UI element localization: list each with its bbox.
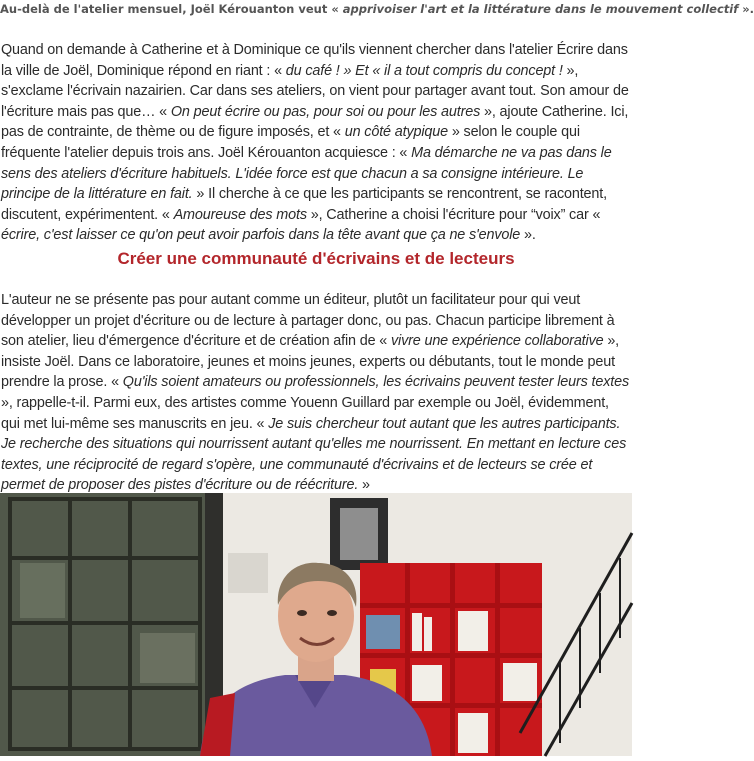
text-run: ». [520,227,536,244]
text-run: Ma démarche ne va pas dans le sens des ateliers d'écriture habituels. L'idée force est que chacun a sa consigne intérieure. Le principe de la littérature en fait. [1,144,612,203]
text-run: du café ! » Et « il a tout compris du concept ! [285,62,563,79]
caption-suffix: ». [738,2,754,16]
text-run: Quand on demande à Catherine et à Dominique ce qu'ils viennent chercher dans l'atelier Écrire dans la ville de Joël, Dominique répond en riant : « [1,42,628,79]
text-run: On peut écrire ou pas, pour soi ou pour les autres [170,103,481,120]
text-run: un côté atypique [344,124,448,141]
text-run: Qu'ils soient amateurs ou professionnels, les écrivains peuvent tester leurs textes [122,374,630,391]
text-run: » selon le couple qui fréquente l'atelier depuis trois ans. Joël Kérouanton acquiesce : « [1,124,580,161]
photo-caption [0,0,754,20]
paragraph-community [1,290,631,496]
text-run: », insiste Joël. Dans ce laboratoire, jeunes et moins jeunes, experts ou débutants, tout le monde peut prendre la prose. « [1,333,620,391]
text-run: Amoureuse des mots [173,206,307,223]
text-run: », ajoute Catherine. Ici, pas de contrainte, de thème ou de figure imposés, et « [1,103,629,141]
text-run: écrire, c'est laisser ce qu'on peut avoir parfois dans la tête avant que ça ne s'envole [1,227,521,244]
text-run: vivre une expérience collaborative [390,333,604,350]
caption-quote: apprivoiser l'art et la littérature dans le mouvement collectif [342,2,739,16]
text-run: », s'exclame l'écrivain nazairien. Car dans ses ateliers, on vient pour partager avant tout. Son amour de l'écriture mais pas que… « [1,62,629,120]
photo-illustration [0,493,632,756]
article-photo [0,493,632,756]
text-run: » Il cherche à ce que les participants se rencontrent, se racontent, discutent, expérimentent. « [1,186,607,223]
text-run: », Catherine a choisi l'écriture pour “voix” car « [306,206,601,223]
text-run: » [358,477,370,494]
text-run: Je suis chercheur tout autant que les autres participants. Je recherche des situations qui nourrissent autant qu'elles me nourrissent. En mettant en lecture ces textes, une réciprocité de regard s'opère, une communauté d'écrivains et de lecteurs se crée et permet de proposer des pistes d'écriture ou de réécriture. [1,415,627,494]
caption-prefix: Au-delà de l'atelier mensuel, Joël Kérouanton veut « [0,2,343,16]
paragraph-intro [1,40,631,246]
text-run: », rappelle-t-il. Parmi eux, des artistes comme Youenn Guillard par exemple ou Joël, évidemment, qui met lui-même ses manuscrits en jeu. « [1,394,609,432]
text-run: L'auteur ne se présente pas pour autant comme un éditeur, plutôt un facilitateur pour qui veut développer un projet d'écriture ou de lecture à partager donc, ou pas. Chacun participe librement à son atelier, lieu d'émergence d'écriture et de création afin de « [1,292,615,350]
section-heading: Créer une communauté d'écrivains et de lecteurs [117,249,515,268]
